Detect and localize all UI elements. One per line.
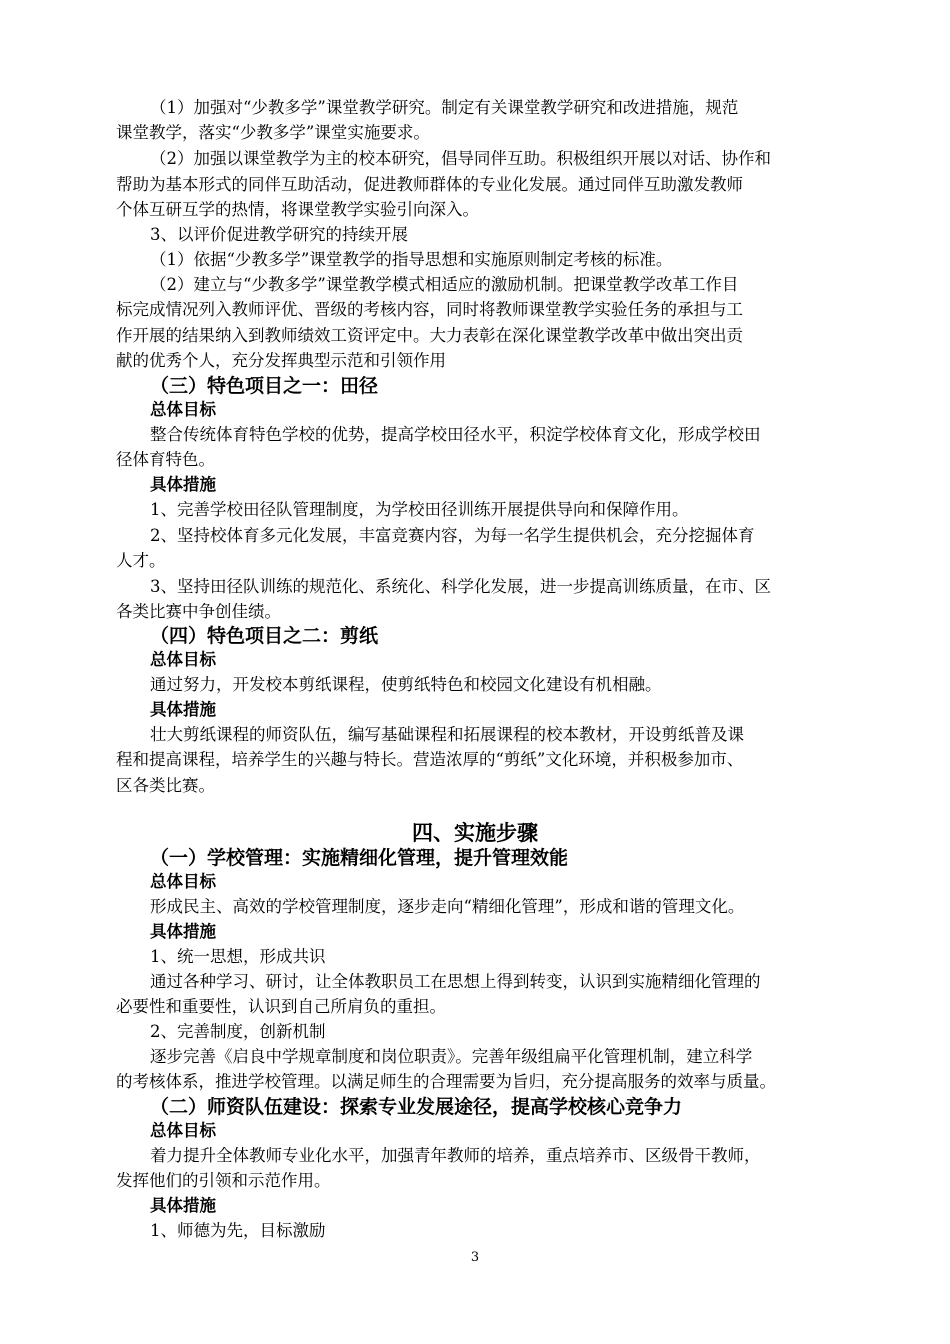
subheading: 总体目标 [150, 400, 216, 419]
paragraph-line: 着力提升全体教师专业化水平，加强青年教师的培养，重点培养市、区级骨干教师， [150, 1146, 761, 1165]
subheading: 具体措施 [150, 475, 216, 494]
paragraph-line: 3、坚持田径队训练的规范化、系统化、科学化发展，进一步提高训练质量，在市、区 [150, 577, 771, 596]
paragraph-line: 2、完善制度，创新机制 [150, 1022, 326, 1041]
paragraph-line: 作开展的结果纳入到教师绩效工资评定中。大力表彰在深化课堂教学改革中做出突出贡 [116, 326, 743, 345]
paragraph-line: 必要性和重要性，认识到自己所肩负的重担。 [116, 997, 446, 1016]
paragraph-line: 发挥他们的引领和示范作用。 [116, 1171, 331, 1190]
subheading: 具体措施 [150, 922, 216, 941]
section-heading: （三）特色项目之一：田径 [150, 375, 379, 397]
paragraph-line: （1）依据“少教多学”课堂教学的指导思想和实施原则制定考核的标准。 [150, 250, 673, 269]
subheading: 具体措施 [150, 1196, 216, 1215]
paragraph-line: 通过努力，开发校本剪纸课程，使剪纸特色和校园文化建设有机相融。 [150, 675, 662, 694]
paragraph-line: （2）建立与“少教多学”课堂教学模式相适应的激励机制。把课堂教学改革工作目 [150, 275, 739, 294]
paragraph-line: 径体育特色。 [116, 450, 215, 469]
paragraph-line: 壮大剪纸课程的师资队伍，编写基础课程和拓展课程的校本教材，开设剪纸普及课 [150, 725, 744, 744]
subheading: 总体目标 [150, 650, 216, 669]
paragraph-line: 帮助为基本形式的同伴互助活动，促进教师群体的专业化发展。通过同伴互助激发教师 [116, 175, 743, 194]
paragraph-line: 1、完善学校田径队管理制度，为学校田径训练开展提供导向和保障作用。 [150, 500, 689, 519]
paragraph-line: 通过各种学习、研讨，让全体教职员工在思想上得到转变，认识到实施精细化管理的 [150, 972, 761, 991]
paragraph-line: 1、师德为先，目标激励 [150, 1221, 326, 1240]
paragraph-line: 整合传统体育特色学校的优势，提高学校田径水平，积淀学校体育文化，形成学校田 [150, 425, 761, 444]
paragraph-line: 个体互研互学的热情，将课堂教学实验引向深入。 [116, 200, 479, 219]
paragraph-line: 献的优秀个人，充分发挥典型示范和引领作用 [116, 351, 446, 370]
paragraph-line: 区各类比赛。 [116, 776, 215, 795]
paragraph-line: 逐步完善《启良中学规章制度和岗位职责》。完善年级组扁平化管理机制，建立科学 [150, 1047, 753, 1066]
section-heading: （一）学校管理：实施精细化管理，提升管理效能 [150, 847, 569, 869]
paragraph-line: 3、以评价促进教学研究的持续开展 [150, 225, 408, 244]
paragraph-line: 人才。 [116, 551, 166, 570]
paragraph-line: 1、统一思想，形成共识 [150, 947, 326, 966]
subheading: 具体措施 [150, 700, 216, 719]
paragraph-line: 的考核体系，推进学校管理。以满足师生的合理需要为旨归，充分提高服务的效率与质量。 [116, 1072, 776, 1091]
subheading: 总体目标 [150, 872, 216, 891]
paragraph-line: 各类比赛中争创佳绩。 [116, 602, 281, 621]
section-heading: （二）师资队伍建设：探索专业发展途径，提高学校核心竞争力 [150, 1096, 683, 1118]
page-number: 3 [470, 1250, 480, 1265]
section-heading: （四）特色项目之二：剪纸 [150, 625, 379, 647]
chapter-heading: 四、实施步骤 [412, 820, 538, 845]
paragraph-line: 形成民主、高效的学校管理制度，逐步走向“精细化管理”，形成和谐的管理文化。 [150, 897, 745, 916]
subheading: 总体目标 [150, 1121, 216, 1140]
paragraph-line: （2）加强以课堂教学为主的校本研究，倡导同伴互助。积极组织开展以对话、协作和 [150, 149, 771, 168]
paragraph-line: 2、坚持校体育多元化发展，丰富竞赛内容，为每一名学生提供机会，充分挖掘体育 [150, 526, 755, 545]
paragraph-line: 课堂教学，落实“少教多学”课堂实施要求。 [116, 123, 430, 142]
paragraph-line: （1）加强对“少教多学”课堂教学研究。制定有关课堂教学研究和改进措施，规范 [150, 98, 739, 117]
paragraph-line: 程和提高课程，培养学生的兴趣与特长。营造浓厚的“剪纸”文化环境，并积极参加市、 [116, 750, 744, 769]
paragraph-line: 标完成情况列入教师评优、晋级的考核内容，同时将教师课堂教学实验任务的承担与工 [116, 300, 743, 319]
